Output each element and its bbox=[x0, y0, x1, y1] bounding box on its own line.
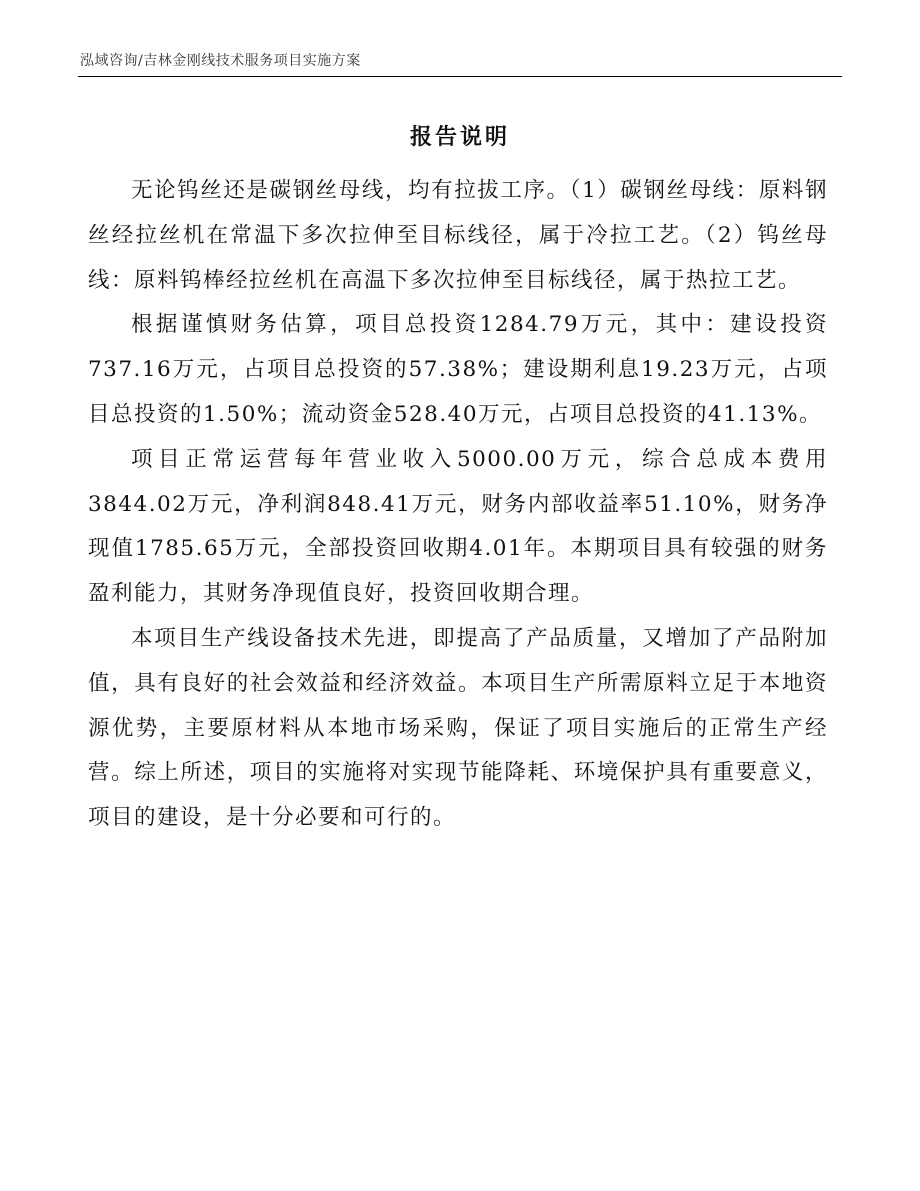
page-header: 泓域咨询/吉林金刚线技术服务项目实施方案 bbox=[80, 53, 361, 69]
paragraph-investment: 根据谨慎财务估算，项目总投资1284.79万元，其中：建设投资737.16万元，占项目总投资的57.38%；建设期利息19.23万元，占项目总投资的1.50%；流动资金528.40万元，占项目总投资的41.13%。 bbox=[88, 312, 828, 427]
header-divider bbox=[78, 76, 842, 77]
paragraph-process: 无论钨丝还是碳钢丝母线，均有拉拔工序。（1）碳钢丝母线：原料钢丝经拉丝机在常温下多次拉伸至目标线径，属于冷拉工艺。（2）钨丝母线：原料钨棒经拉丝机在高温下多次拉伸至目标线径，属于热拉工艺。 bbox=[88, 178, 828, 293]
paragraph-conclusion: 本项目生产线设备技术先进，即提高了产品质量，又增加了产品附加值，具有良好的社会效益和经济效益。本项目生产所需原料立足于本地资源优势，主要原材料从本地市场采购，保证了项目实施后的正常生产经营。综上所述，项目的实施将对实现节能降耗、环境保护具有重要意义，项目的建设，是十分必要和可行的。 bbox=[88, 625, 828, 831]
page-title: 报告说明 bbox=[409, 124, 510, 150]
paragraph-financials: 项目正常运营每年营业收入5000.00万元，综合总成本费用3844.02万元，净利润848.41万元，财务内部收益率51.10%，财务净现值1785.65万元，全部投资回收期4.01年。本期项目具有较强的财务盈利能力，其财务净现值良好，投资回收期合理。 bbox=[88, 446, 828, 607]
document-body bbox=[88, 169, 828, 841]
